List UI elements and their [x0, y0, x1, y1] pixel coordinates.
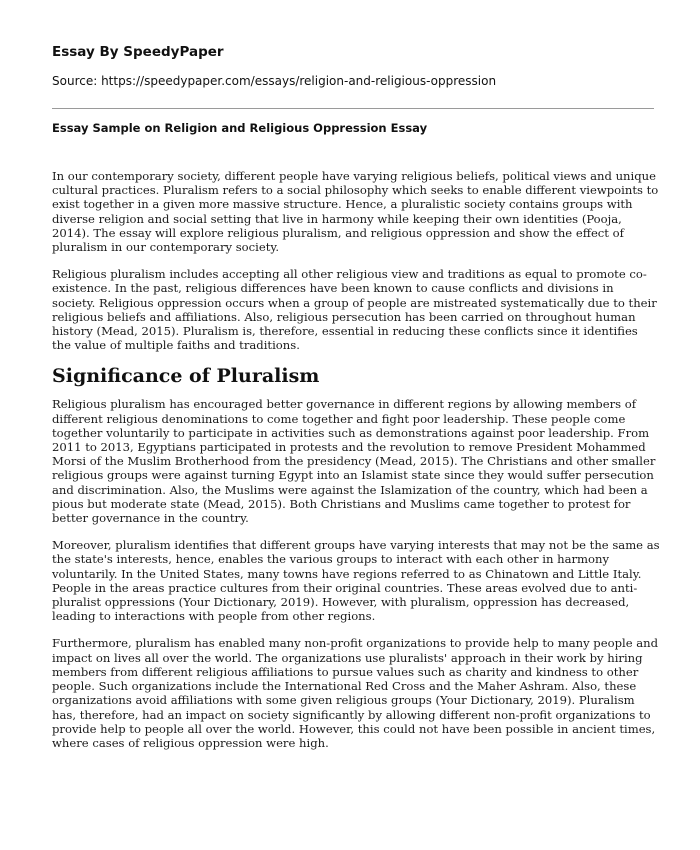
paragraph: Furthermore, pluralism has enabled many non-profit organizations to provide help to many people and impact on lives all over the world. The organizations use pluralists' approach in their work by hiring members from different religious affiliations to pursue values such as charity and kindness to other people. Such organizations include the International Red Cross and the Maher Ashram. Also, these organizations avoid affiliations with some given religious groups (Your Dictionary, 2019). Pluralism has, therefore, had an impact on society significantly by allowing different non-profit organizations to provide help to people all over the world. However, this could not have been possible in ancient times, where cases of religious oppression were high.	[52, 636, 659, 750]
brand-title: Essay By SpeedyPaper	[52, 44, 224, 60]
source-line: Source: https://speedypaper.com/essays/religion-and-religious-oppression	[52, 74, 497, 88]
section-heading: Significance of Pluralism	[52, 365, 320, 388]
essay-body	[52, 169, 660, 763]
paragraph: Religious pluralism has encouraged better governance in different regions by allowing members of different religious denominations to come together and fight poor leadership. These people come together voluntarily to participate in activities such as demonstrations against poor leadership. From 2011 to 2013, Egyptians participated in protests and the revolution to remove President Mohammed Morsi of the Muslim Brotherhood from the presidency (Mead, 2015). The Christians and other smaller religious groups were against turning Egypt into an Islamist state since they would suffer persecution and discrimination. Also, the Muslims were against the Islamization of the country, which had been a pious but moderate state (Mead, 2015). Both Christians and Muslims came together to protest for better governance in the country.	[52, 397, 656, 526]
paragraph: In our contemporary society, different people have varying religious beliefs, political views and unique cultural practices. Pluralism refers to a social philosophy which seeks to enable different viewpoints to exist together in a given more massive structure. Hence, a pluralistic society contains groups with diverse religion and social setting that live in harmony while keeping their own identities (Pooja, 2014). The essay will explore religious pluralism, and religious oppression and show the effect of pluralism in our contemporary society.	[52, 169, 659, 255]
essay-title: Essay Sample on Religion and Religious Oppression Essay	[52, 121, 428, 135]
paragraph: Religious pluralism includes accepting all other religious view and traditions as equal to promote co-existence. In the past, religious differences have been known to cause conflicts and divisions in society. Religious oppression occurs when a group of people are mistreated systematically due to their religious beliefs and affiliations. Also, religious persecution has been carried on throughout human history (Mead, 2015). Pluralism is, therefore, essential in reducing these conflicts since it identifies the value of multiple faiths and traditions.	[52, 267, 657, 353]
header-divider	[52, 108, 654, 109]
paragraph: Moreover, pluralism identifies that different groups have varying interests that may not be the same as the state's interests, hence, enables the various groups to interact with each other in harmony voluntarily. In the United States, many towns have regions referred to as Chinatown and Little Italy. People in the areas practice cultures from their original countries. These areas evolved due to anti-pluralist oppressions (Your Dictionary, 2019). However, with pluralism, oppression has decreased, leading to interactions with people from other regions.	[52, 538, 660, 624]
